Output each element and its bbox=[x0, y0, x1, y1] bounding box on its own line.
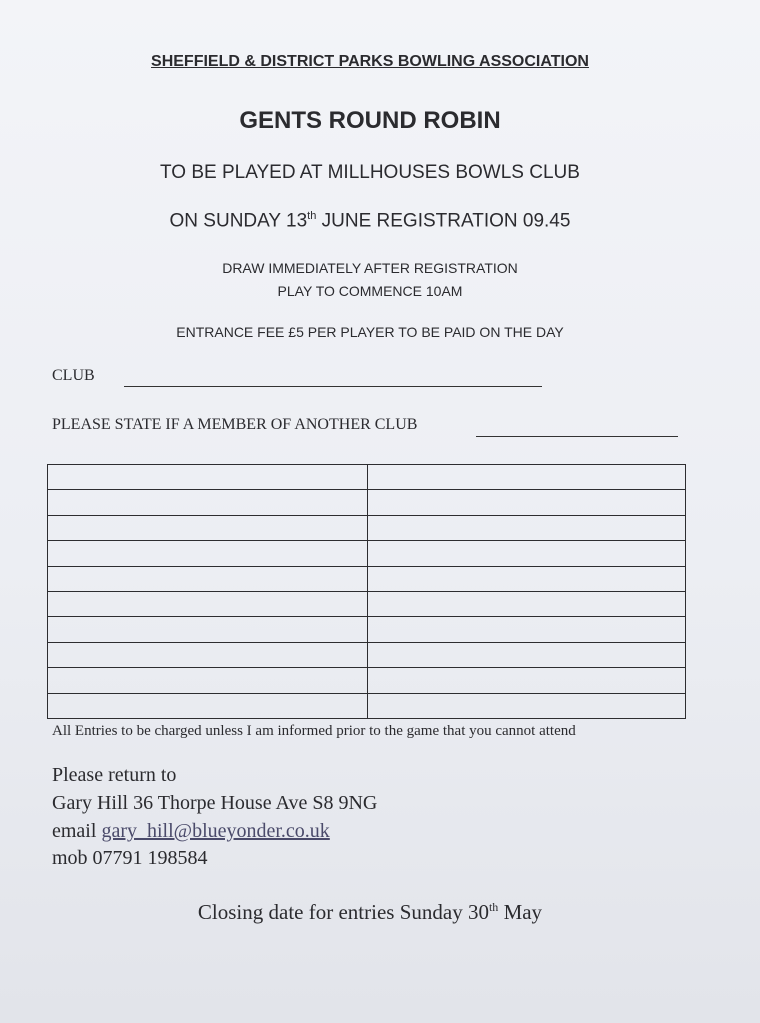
email-link[interactable]: gary_hill@blueyonder.co.uk bbox=[101, 820, 330, 842]
entry-cell[interactable] bbox=[48, 591, 368, 616]
table-row bbox=[48, 642, 686, 667]
entries-table-body bbox=[48, 465, 686, 719]
closing-date-text bbox=[0, 900, 740, 925]
other-club-field[interactable] bbox=[476, 436, 678, 437]
date-prefix: ON SUNDAY 13 bbox=[169, 210, 308, 232]
other-club-label: PLEASE STATE IF A MEMBER OF ANOTHER CLUB bbox=[52, 416, 418, 433]
entry-cell[interactable] bbox=[368, 465, 686, 490]
date-registration-text bbox=[0, 210, 740, 232]
entry-cell[interactable] bbox=[48, 668, 368, 693]
entrance-fee-text: ENTRANCE FEE £5 PER PLAYER TO BE PAID ON THE DAY bbox=[176, 324, 564, 340]
venue-text: TO BE PLAYED AT MILLHOUSES BOWLS CLUB bbox=[160, 162, 580, 183]
charge-note: All Entries to be charged unless I am informed prior to the game that you cannot attend bbox=[52, 723, 576, 739]
club-field[interactable] bbox=[124, 386, 542, 387]
entry-cell[interactable] bbox=[48, 693, 368, 718]
entry-cell[interactable] bbox=[48, 490, 368, 515]
entry-cell[interactable] bbox=[368, 642, 686, 667]
table-row bbox=[48, 693, 686, 718]
event-title: GENTS ROUND ROBIN bbox=[239, 107, 501, 134]
entry-cell[interactable] bbox=[48, 515, 368, 540]
table-row bbox=[48, 668, 686, 693]
entry-cell[interactable] bbox=[368, 566, 686, 591]
table-row bbox=[48, 566, 686, 591]
entry-cell[interactable] bbox=[368, 617, 686, 642]
table-row bbox=[48, 515, 686, 540]
entry-cell[interactable] bbox=[368, 668, 686, 693]
table-row bbox=[48, 465, 686, 490]
entries-table bbox=[47, 464, 686, 719]
date-suffix: JUNE REGISTRATION 09.45 bbox=[316, 210, 571, 232]
closing-prefix: Closing date for entries Sunday 30 bbox=[197, 900, 489, 924]
entry-cell[interactable] bbox=[48, 465, 368, 490]
entry-cell[interactable] bbox=[48, 642, 368, 667]
date-superscript: th bbox=[307, 210, 317, 222]
return-to-text: Please return to bbox=[52, 764, 177, 786]
organisation-heading: SHEFFIELD & DISTRICT PARKS BOWLING ASSOCIATION bbox=[151, 53, 589, 70]
entry-cell[interactable] bbox=[368, 591, 686, 616]
entry-cell[interactable] bbox=[368, 693, 686, 718]
entry-cell[interactable] bbox=[368, 541, 686, 566]
return-address: Gary Hill 36 Thorpe House Ave S8 9NG bbox=[52, 792, 378, 814]
table-row bbox=[48, 541, 686, 566]
email-line bbox=[52, 820, 330, 843]
entry-cell[interactable] bbox=[368, 515, 686, 540]
table-row bbox=[48, 591, 686, 616]
entry-cell[interactable] bbox=[48, 566, 368, 591]
table-row bbox=[48, 617, 686, 642]
entry-cell[interactable] bbox=[48, 541, 368, 566]
mobile-number: mob 07791 198584 bbox=[52, 847, 208, 869]
entry-cell[interactable] bbox=[368, 490, 686, 515]
draw-text: DRAW IMMEDIATELY AFTER REGISTRATION bbox=[222, 260, 518, 276]
club-label: CLUB bbox=[52, 367, 95, 384]
closing-superscript: th bbox=[488, 900, 499, 914]
email-label: email bbox=[52, 820, 102, 842]
play-start-text: PLAY TO COMMENCE 10AM bbox=[277, 283, 463, 299]
entry-cell[interactable] bbox=[48, 617, 368, 642]
closing-suffix: May bbox=[498, 900, 543, 924]
table-row bbox=[48, 490, 686, 515]
